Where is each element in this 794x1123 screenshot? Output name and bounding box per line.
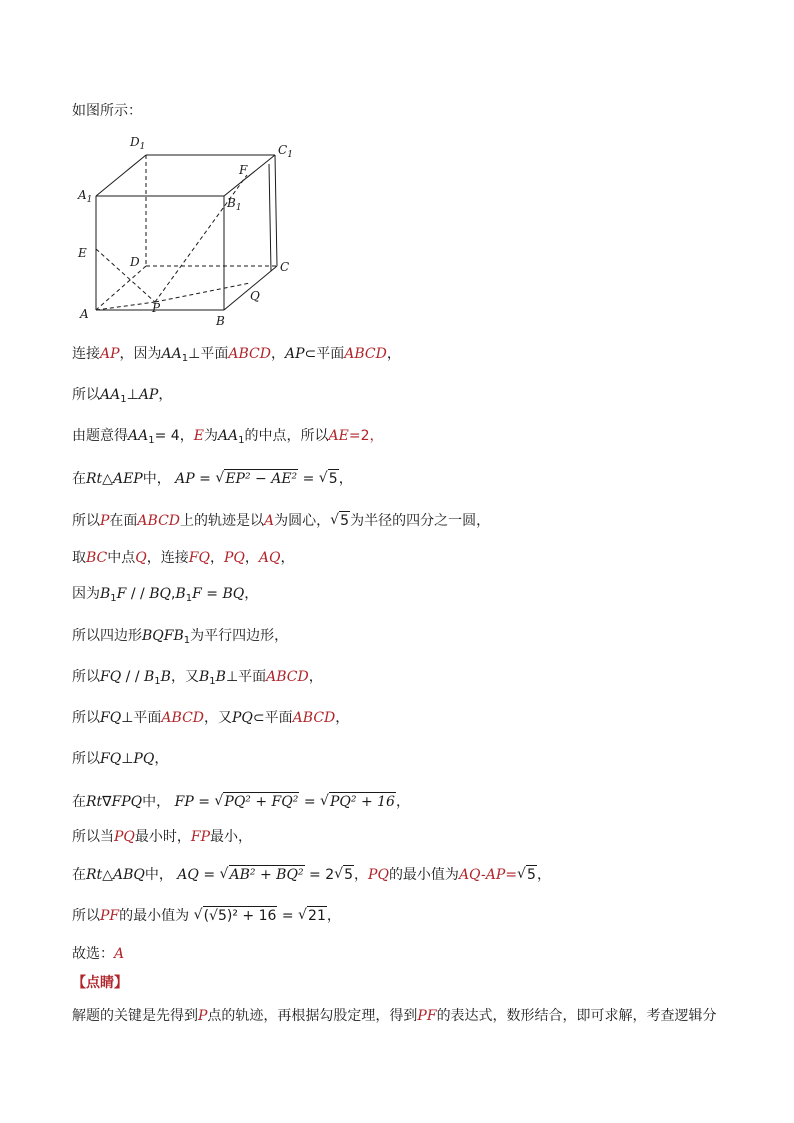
solution-line-4: 在Rt△AEP中， AP = √ EP² − AE² = √ 5， <box>72 469 353 489</box>
solution-line-5: 所以P在面ABCD上的轨迹是以A为圆心，√ 5为半径的四分之一圆， <box>72 511 490 531</box>
solution-line-2: 所以$AA_1\perp AP$， <box>72 387 173 405</box>
solution-line-9: 所以FQ / / $B_1B$，又$B_1B\perp$平面ABCD， <box>72 669 323 687</box>
section-heading-dianjing: 【点睛】 <box>72 975 128 991</box>
solution-line-1: 连接AP，因为$AA_1\perp$平面ABCD，AP⊂平面ABCD， <box>72 346 401 364</box>
label-d1: $D_1$ <box>130 135 146 152</box>
label-p: P <box>152 301 161 315</box>
label-e: E <box>78 246 87 260</box>
label-b1: $B_1$ <box>227 196 242 213</box>
label-b: B <box>216 314 225 328</box>
label-f: F <box>239 163 248 177</box>
label-d: D <box>130 255 140 269</box>
solution-line-12: 在Rt∇FPQ中， FP = √ PQ² + FQ² = √ PQ² + 16， <box>72 792 410 812</box>
label-a: A <box>80 307 89 321</box>
solution-line-15: 所以PF的最小值为 √ (√5)² + 16 = √ 21， <box>72 906 341 926</box>
cube-figure <box>72 130 302 330</box>
solution-line-18: 解题的关键是先得到P点的轨迹，再根据勾股定理，得到PF的表达式，数形结合，即可求解，考查逻辑分 <box>72 1008 717 1024</box>
solution-line-3: 由题意得$AA_1= 4$，E为$AA_1$的中点，所以AE=2， <box>72 428 384 446</box>
solution-line-13: 所以当PQ最小时，FP最小， <box>72 829 253 845</box>
solution-line-7: 因为$B_1F$ / / $BQ,B_1F$ = BQ， <box>72 586 259 604</box>
solution-line-8: 所以四边形$BQFB_1$为平行四边形， <box>72 628 289 646</box>
solution-line-6: 取BC中点Q，连接FQ，PQ，AQ， <box>72 550 295 566</box>
solution-line-16: 故选：A <box>72 946 125 962</box>
solution-line-11: 所以FQ⊥PQ， <box>72 751 169 767</box>
label-c1: $C_1$ <box>278 143 293 160</box>
label-c: C <box>280 260 290 274</box>
solution-line-14: 在Rt△ABQ中， AQ = √ AB² + BQ² = 2√ 5，PQ的最小值为AQ-AP=√ 5， <box>72 865 551 885</box>
solution-line-10: 所以FQ⊥平面ABCD，又PQ⊂平面ABCD， <box>72 710 350 726</box>
label-q: Q <box>250 289 260 303</box>
intro-text: 如图所示： <box>72 103 142 119</box>
label-a1: $A_1$ <box>78 188 93 205</box>
